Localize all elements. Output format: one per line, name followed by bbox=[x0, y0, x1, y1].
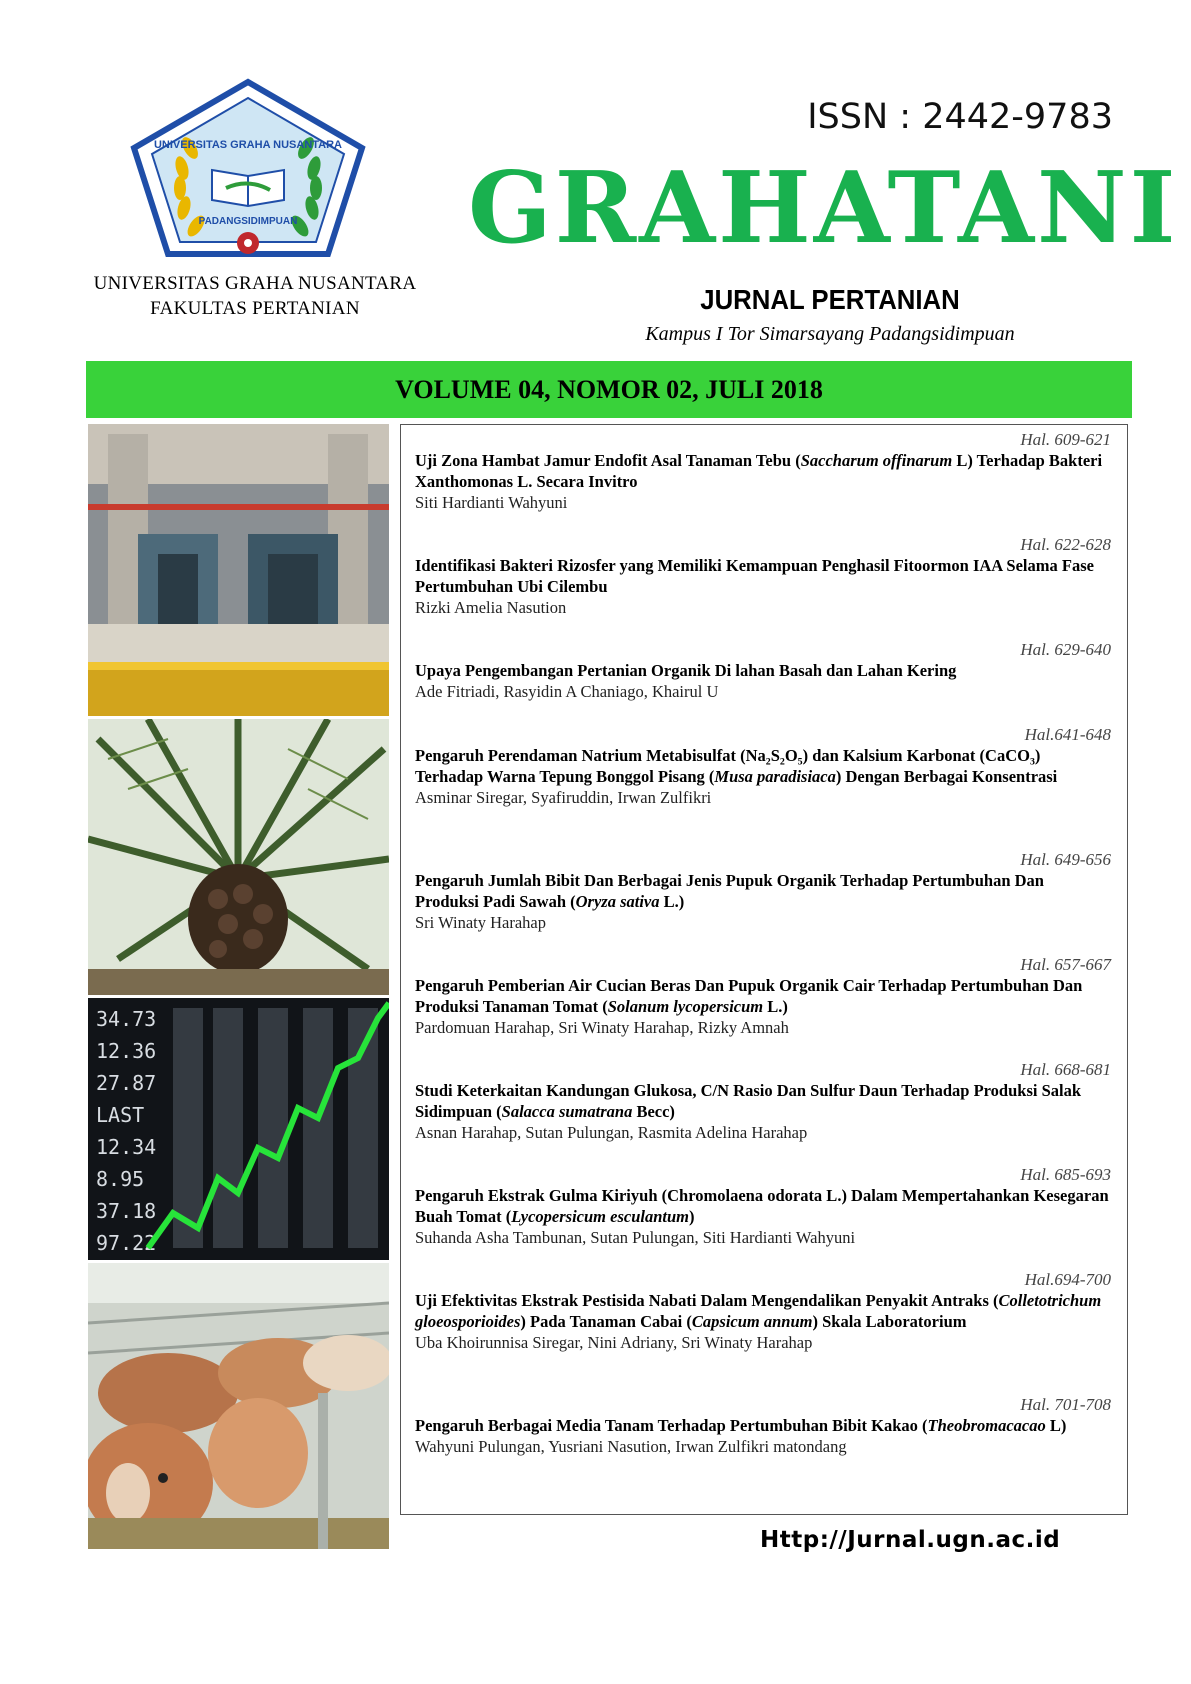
photo-palm-tree bbox=[88, 719, 389, 995]
volume-info: VOLUME 04, NOMOR 02, JULI 2018 bbox=[395, 375, 823, 404]
article-authors: Suhanda Asha Tambunan, Sutan Pulungan, Siti Hardianti Wahyuni bbox=[415, 1228, 856, 1247]
article-pages: Hal. 657-667 bbox=[1020, 955, 1111, 974]
journal-subtitle: JURNAL PERTANIAN bbox=[700, 284, 960, 315]
article-authors: Wahyuni Pulungan, Yusriani Nasution, Irwan Zulfikri matondang bbox=[415, 1437, 847, 1456]
article-pages: Hal. 609-621 bbox=[1020, 430, 1111, 449]
stock-number: 34.73 bbox=[96, 1007, 157, 1031]
article-title[interactable]: Pengaruh Ekstrak Gulma Kiriyuh (Chromolaena odorata L.) Dalam Mempertahankan Kesegaran Buah Tomat (Lycopersicum esculantum) bbox=[415, 1186, 1109, 1226]
article-pages: Hal. 685-693 bbox=[1020, 1165, 1111, 1184]
article-title[interactable]: Uji Zona Hambat Jamur Endofit Asal Tanaman Tebu (Saccharum offinarum L) Terhadap Bakteri Xanthomonas L. Secara Invitro bbox=[415, 451, 1103, 491]
article-authors: Ade Fitriadi, Rasyidin A Chaniago, Khairul U bbox=[415, 682, 719, 701]
article-pages: Hal. 622-628 bbox=[1020, 535, 1111, 554]
journal-title: GRAHATANI bbox=[468, 151, 1179, 266]
stock-number: 12.36 bbox=[96, 1039, 157, 1063]
photo-lab-equipment bbox=[88, 424, 389, 716]
article-authors: Asminar Siregar, Syafiruddin, Irwan Zulfikri bbox=[415, 788, 712, 807]
article-authors: Rizki Amelia Nasution bbox=[415, 598, 567, 617]
photo-stock-board bbox=[88, 998, 389, 1260]
article-authors: Siti Hardianti Wahyuni bbox=[415, 493, 568, 512]
stock-number: 37.18 bbox=[96, 1199, 157, 1223]
article-pages: Hal. 649-656 bbox=[1020, 850, 1111, 869]
article-pages: Hal.694-700 bbox=[1024, 1270, 1111, 1289]
article-entry bbox=[415, 955, 1111, 1038]
article-entry bbox=[415, 850, 1111, 933]
article-entry bbox=[415, 1270, 1111, 1353]
article-entry bbox=[415, 1165, 1111, 1248]
article-title[interactable]: Uji Efektivitas Ekstrak Pestisida Nabati Dalam Mengendalikan Penyakit Antraks (Colletotrichum gloeosporioides) Pada Tanaman Cabai (Capsicum annum) Skala Laboratorium bbox=[415, 1291, 1102, 1331]
faculty-name: FAKULTAS PERTANIAN bbox=[150, 298, 360, 319]
article-pages: Hal.641-648 bbox=[1024, 725, 1111, 744]
article-title[interactable]: Identifikasi Bakteri Rizosfer yang Memiliki Kemampuan Penghasil Fitoormon IAA Selama Fase Pertumbuhan Ubi Cilembu bbox=[415, 556, 1094, 596]
article-title[interactable]: Pengaruh Berbagai Media Tanam Terhadap Pertumbuhan Bibit Kakao (Theobromacacao L) bbox=[415, 1416, 1067, 1435]
article-authors: Asnan Harahap, Sutan Pulungan, Rasmita Adelina Harahap bbox=[415, 1123, 808, 1142]
stock-number: 97.22 bbox=[96, 1231, 157, 1255]
article-pages: Hal. 629-640 bbox=[1020, 640, 1111, 659]
stock-number: LAST bbox=[96, 1103, 145, 1127]
article-title[interactable]: Pengaruh Pemberian Air Cucian Beras Dan Pupuk Organik Cair Terhadap Pertumbuhan Dan Produksi Tanaman Tomat (Solanum lycopersicum L.) bbox=[415, 976, 1083, 1016]
article-entry bbox=[415, 535, 1111, 618]
university-name: UNIVERSITAS GRAHA NUSANTARA bbox=[93, 273, 417, 294]
logo-ring-text: UNIVERSITAS GRAHA NUSANTARA bbox=[153, 139, 343, 151]
article-entry bbox=[415, 1060, 1111, 1143]
stock-number: 12.34 bbox=[96, 1135, 157, 1159]
article-entry bbox=[415, 640, 1111, 702]
article-title[interactable]: Pengaruh Jumlah Bibit Dan Berbagai Jenis Pupuk Organik Terhadap Pertumbuhan Dan Produksi Padi Sawah (Oryza sativa L.) bbox=[415, 871, 1044, 911]
stock-number: 27.87 bbox=[96, 1071, 157, 1095]
logo-city-text: PADANGSIDIMPUAN bbox=[198, 216, 298, 227]
photo-cattle bbox=[88, 1263, 389, 1549]
article-title[interactable]: Upaya Pengembangan Pertanian Organik Di lahan Basah dan Lahan Kering bbox=[415, 661, 957, 680]
campus-address: Kampus I Tor Simarsayang Padangsidimpuan bbox=[645, 323, 1015, 345]
article-pages: Hal. 668-681 bbox=[1020, 1060, 1111, 1079]
article-entry bbox=[415, 1395, 1111, 1457]
article-entry bbox=[415, 725, 1111, 808]
article-authors: Sri Winaty Harahap bbox=[415, 913, 546, 932]
article-pages: Hal. 701-708 bbox=[1020, 1395, 1111, 1414]
journal-url-link[interactable]: Http://Jurnal.ugn.ac.id bbox=[760, 1527, 1061, 1553]
table-of-contents bbox=[400, 424, 1128, 1515]
article-title[interactable]: Studi Keterkaitan Kandungan Glukosa, C/N Rasio Dan Sulfur Daun Terhadap Produksi Salak Sidimpuan (Salacca sumatrana Becc) bbox=[415, 1081, 1082, 1121]
stock-number: 8.95 bbox=[96, 1167, 145, 1191]
article-authors: Pardomuan Harahap, Sri Winaty Harahap, Rizky Amnah bbox=[415, 1018, 789, 1037]
article-title[interactable]: Pengaruh Perendaman Natrium Metabisulfat (Na₂S₂O₅) dan Kalsium Karbonat (CaCO₃) Terhadap Warna Tepung Bonggol Pisang (Musa paradisiaca) Dengan Berbagai Konsentrasi bbox=[415, 746, 1058, 786]
article-authors: Uba Khoirunnisa Siregar, Nini Adriany, Sri Winaty Harahap bbox=[415, 1333, 813, 1352]
issn: ISSN : 2442-9783 bbox=[807, 97, 1113, 137]
article-entry bbox=[415, 430, 1111, 513]
university-logo bbox=[130, 78, 366, 258]
